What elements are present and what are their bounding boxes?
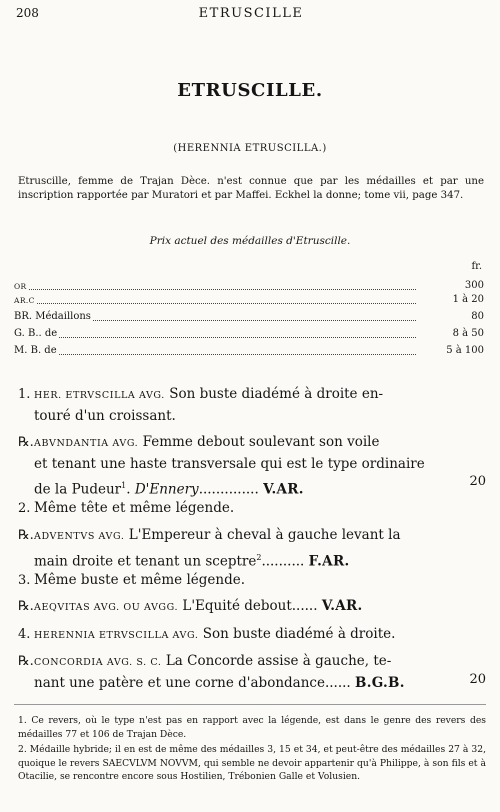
price-row: [14, 328, 486, 342]
entry-number: 1.: [18, 387, 31, 402]
price-label: G. B.. de: [14, 328, 58, 339]
dotted-leader: [14, 337, 416, 338]
rarity-metal-code: F.AR.: [308, 553, 350, 570]
running-head: [16, 6, 486, 24]
intro-paragraph: Etruscille, femme de Trajan Dèce. n'est connue que par les médailles et par une inscription rapportée par Muratori et par Maffei. Eckhel la donne; tome vii, page 347.: [18, 176, 484, 201]
footnote-1: 1. Ce revers, où le type n'est pas en rapport avec la légende, est dans le genre des revers des médailles 77 et 106 de Trajan Dèce.: [18, 715, 486, 740]
coin-entry-reverse-2: ℞. ADVENTVS AVG. L'Empereur à cheval à gauche levant la main droite et tenant un sceptre$^2$.......... F.AR.: [18, 527, 401, 570]
entry-text-continued: touré d'un croissant.: [34, 408, 176, 424]
coin-entry-4: [18, 624, 446, 646]
coin-entry-reverse-3: [18, 596, 446, 618]
price-label: AR.C: [14, 296, 35, 305]
entry-text: Son buste diadémé à droite en-: [169, 386, 384, 402]
entry-text: Même buste et même légende.: [34, 572, 245, 588]
entry-text: La Concorde assise à gauche, te-: [165, 653, 392, 669]
footnote-2: 2. Médaille hybride; il en est de même des médailles 3, 15 et 34, et peut-être des médailles 27 à 32, quoique le revers SAECVLVM NOVVM, qui semble ne devoir appartenir qu'à Philippe, à son fils et à Otacilie, se rencontre encore sous Hostilien, Trébonien Galle et Volusien.: [18, 744, 486, 782]
entry-text-continued: main droite et tenant un sceptre: [34, 553, 257, 570]
price-heading: Prix actuel des médailles d'Etruscille.: [149, 235, 351, 247]
currency-unit: fr.: [471, 261, 482, 272]
coin-legend: ABVNDANTIA AVG.: [34, 438, 139, 449]
coin-legend: AEQVITAS AVG. OU AVGG.: [34, 602, 179, 613]
running-title: ETRUSCILLE: [198, 6, 304, 21]
entry-text: Femme debout soulevant son voile: [142, 434, 380, 450]
footnote-ref: 1: [121, 481, 127, 490]
price-range: 80: [416, 311, 484, 322]
value-number: 20: [469, 672, 486, 687]
coin-entry-1: [18, 384, 446, 427]
footnote-divider: [14, 704, 486, 705]
price-range: 300: [416, 280, 484, 291]
reverse-mark: ℞.: [18, 435, 34, 450]
page-number: 208: [16, 6, 39, 20]
footnotes: [18, 714, 486, 786]
price-label: OR: [14, 282, 27, 291]
subtitle: (HERENNIA ETRUSCILLA.): [173, 143, 327, 154]
price-label: BR. Médaillons: [14, 311, 91, 322]
price-label: M. B. de: [14, 345, 57, 356]
entry-number: 2.: [18, 501, 31, 516]
price-row: [14, 311, 486, 325]
reverse-mark: ℞.: [18, 599, 34, 614]
footnote-ref: 2: [256, 553, 262, 562]
price-row: [14, 345, 486, 359]
page-title: ETRUSCILLE.: [177, 80, 323, 101]
dotted-leader: [14, 289, 416, 290]
dotted-leader: [14, 354, 416, 355]
entry-number: 4.: [18, 627, 31, 642]
dotted-leader: [14, 303, 416, 304]
price-row: [14, 280, 486, 294]
entry-number: 3.: [18, 573, 31, 588]
coin-entry-reverse-1: ℞. ABVNDANTIA AVG. Femme debout soulevant son voile et tenant une haste transversale qui est le type ordinaire de la Pudeur$^1$. D'Ennery.............. V.AR.: [18, 434, 425, 498]
price-row: [14, 294, 486, 308]
value-number: 20: [469, 474, 486, 489]
coin-legend: CONCORDIA AVG. S. C.: [34, 657, 162, 668]
coin-entry-3: [18, 570, 446, 591]
collector-name: D'Ennery: [134, 481, 199, 498]
entry-text: L'Equité debout......: [182, 598, 318, 614]
entry-text: Même tête et même légende.: [34, 500, 235, 516]
coin-legend: ADVENTVS AVG.: [34, 531, 125, 542]
entry-text-continued: de la Pudeur: [34, 481, 122, 498]
entry-text: L'Empereur à cheval à gauche levant la: [128, 527, 401, 543]
reverse-mark: ℞.: [18, 654, 34, 669]
price-range: 8 à 50: [416, 328, 484, 339]
rarity-metal-code: B.G.B.: [355, 675, 405, 691]
coin-entry-2: [18, 498, 446, 519]
rarity-metal-code: V.AR.: [263, 481, 304, 498]
entry-text-continued: nant une patère et une corne d'abondance......: [34, 675, 351, 691]
rarity-metal-code: V.AR.: [321, 598, 363, 614]
price-range: 5 à 100: [416, 345, 484, 356]
entry-text: Son buste diadémé à droite.: [202, 626, 396, 642]
reverse-mark: ℞.: [18, 528, 34, 543]
price-range: 1 à 20: [416, 294, 484, 305]
entry-text-continued: et tenant une haste transversale qui est le type ordinaire: [34, 456, 425, 472]
coin-legend: HERENNIA ETRVSCILLA AVG.: [34, 630, 199, 641]
coin-legend: HER. ETRVSCILLA AVG.: [34, 390, 165, 401]
coin-entry-reverse-4: [18, 651, 446, 694]
